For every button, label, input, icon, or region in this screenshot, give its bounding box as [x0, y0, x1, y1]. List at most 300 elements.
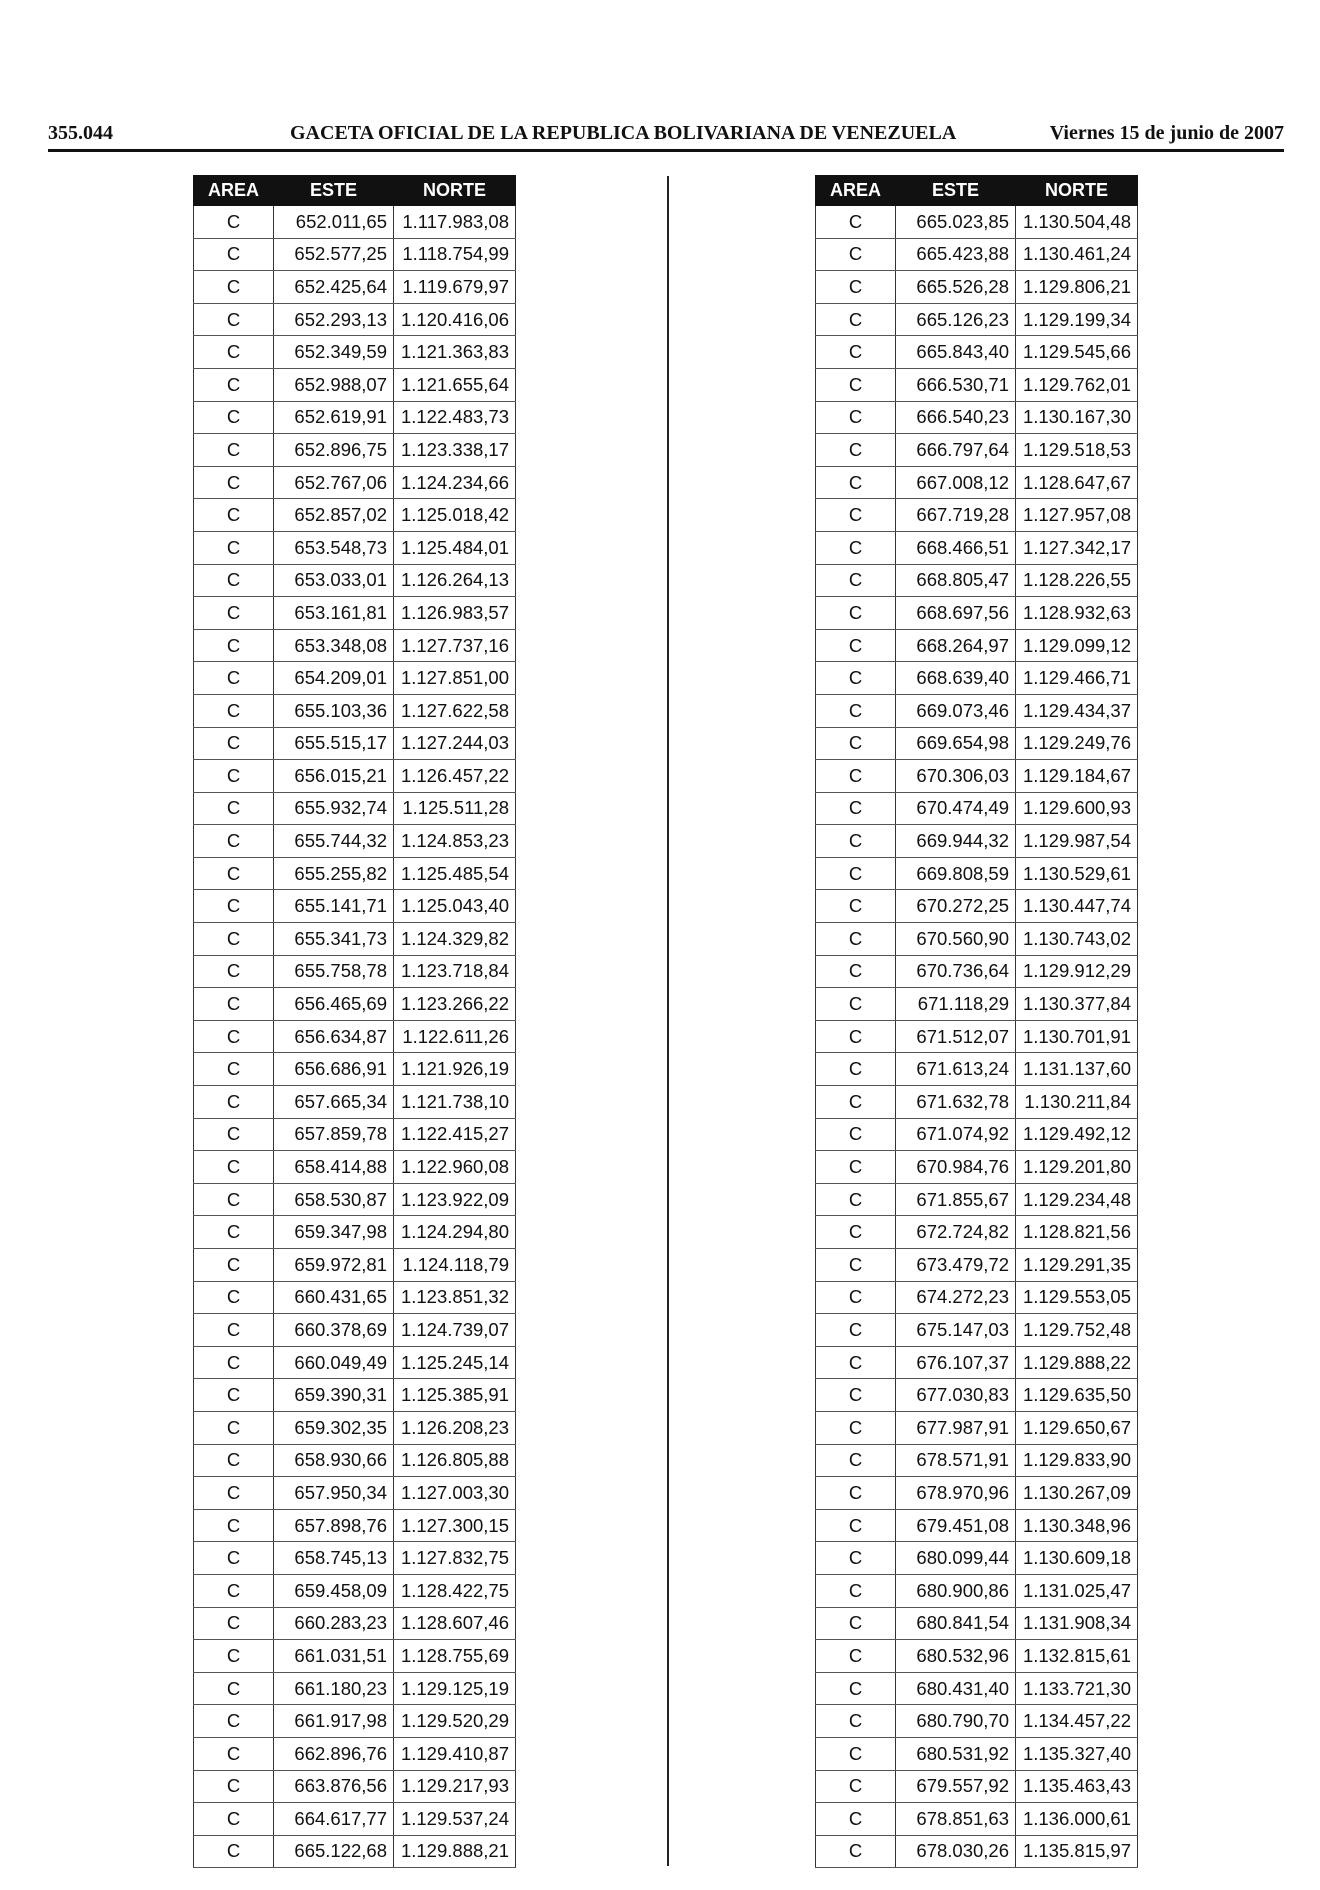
norte-cell: 1.124.739,07 [394, 1314, 516, 1347]
este-cell: 652.857,02 [274, 499, 394, 532]
area-cell: C [816, 597, 896, 630]
este-cell: 676.107,37 [896, 1346, 1016, 1379]
area-cell: C [816, 1118, 896, 1151]
table-header-row [816, 176, 1138, 206]
column-header-area: AREA [194, 176, 274, 206]
area-cell: C [816, 1509, 896, 1542]
table-row [816, 368, 1138, 401]
table-row [194, 368, 516, 401]
este-cell: 668.805,47 [896, 564, 1016, 597]
table-row [816, 955, 1138, 988]
norte-cell: 1.130.743,02 [1016, 923, 1138, 956]
area-cell: C [816, 1346, 896, 1379]
area-cell: C [816, 792, 896, 825]
table-row [194, 1411, 516, 1444]
este-cell: 652.293,13 [274, 303, 394, 336]
este-cell: 661.031,51 [274, 1640, 394, 1673]
norte-cell: 1.127.622,58 [394, 694, 516, 727]
header-rule [48, 149, 1284, 152]
este-cell: 652.619,91 [274, 401, 394, 434]
este-cell: 659.347,98 [274, 1216, 394, 1249]
norte-cell: 1.122.960,08 [394, 1151, 516, 1184]
este-cell: 662.896,76 [274, 1737, 394, 1770]
norte-cell: 1.129.553,05 [1016, 1281, 1138, 1314]
table-row [194, 662, 516, 695]
table-row [194, 988, 516, 1021]
norte-cell: 1.119.679,97 [394, 271, 516, 304]
este-cell: 674.272,23 [896, 1281, 1016, 1314]
norte-cell: 1.129.099,12 [1016, 629, 1138, 662]
norte-cell: 1.127.244,03 [394, 727, 516, 760]
norte-cell: 1.130.461,24 [1016, 238, 1138, 271]
norte-cell: 1.126.805,88 [394, 1444, 516, 1477]
table-row [194, 1281, 516, 1314]
area-cell: C [816, 629, 896, 662]
este-cell: 660.431,65 [274, 1281, 394, 1314]
area-cell: C [816, 1574, 896, 1607]
table-row [816, 1053, 1138, 1086]
area-cell: C [194, 206, 274, 239]
este-cell: 680.099,44 [896, 1542, 1016, 1575]
table-row [816, 727, 1138, 760]
table-row [194, 1314, 516, 1347]
table-row [194, 499, 516, 532]
norte-cell: 1.129.987,54 [1016, 825, 1138, 858]
table-row [816, 629, 1138, 662]
area-cell: C [816, 1281, 896, 1314]
norte-cell: 1.128.932,63 [1016, 597, 1138, 630]
este-cell: 669.944,32 [896, 825, 1016, 858]
page-number: 355.044 [48, 122, 113, 144]
area-cell: C [194, 1281, 274, 1314]
norte-cell: 1.127.300,15 [394, 1509, 516, 1542]
este-cell: 656.465,69 [274, 988, 394, 1021]
area-cell: C [816, 662, 896, 695]
este-cell: 671.613,24 [896, 1053, 1016, 1086]
norte-cell: 1.124.329,82 [394, 923, 516, 956]
table-row [816, 499, 1138, 532]
este-cell: 653.548,73 [274, 531, 394, 564]
area-cell: C [194, 1086, 274, 1119]
este-cell: 653.033,01 [274, 564, 394, 597]
area-cell: C [194, 564, 274, 597]
area-cell: C [194, 1770, 274, 1803]
table-row [194, 1020, 516, 1053]
area-cell: C [194, 368, 274, 401]
norte-cell: 1.128.226,55 [1016, 564, 1138, 597]
norte-cell: 1.123.922,09 [394, 1183, 516, 1216]
table-row [816, 1477, 1138, 1510]
este-cell: 672.724,82 [896, 1216, 1016, 1249]
norte-cell: 1.124.118,79 [394, 1249, 516, 1282]
norte-cell: 1.125.485,54 [394, 857, 516, 890]
este-cell: 680.841,54 [896, 1607, 1016, 1640]
table-row [816, 1020, 1138, 1053]
table-row [194, 1216, 516, 1249]
este-cell: 665.843,40 [896, 336, 1016, 369]
area-cell: C [194, 629, 274, 662]
table-row [194, 1770, 516, 1803]
norte-cell: 1.129.600,93 [1016, 792, 1138, 825]
column-header-norte: NORTE [1016, 176, 1138, 206]
table-row [194, 303, 516, 336]
norte-cell: 1.129.545,66 [1016, 336, 1138, 369]
area-cell: C [194, 434, 274, 467]
norte-cell: 1.129.201,80 [1016, 1151, 1138, 1184]
area-cell: C [194, 1314, 274, 1347]
norte-cell: 1.127.957,08 [1016, 499, 1138, 532]
area-cell: C [194, 238, 274, 271]
table-row [194, 1379, 516, 1412]
table-row [194, 1444, 516, 1477]
table-row [194, 1574, 516, 1607]
este-cell: 652.988,07 [274, 368, 394, 401]
este-cell: 655.103,36 [274, 694, 394, 727]
area-cell: C [816, 727, 896, 760]
este-cell: 657.950,34 [274, 1477, 394, 1510]
este-cell: 665.126,23 [896, 303, 1016, 336]
norte-cell: 1.129.912,29 [1016, 955, 1138, 988]
table-row [816, 1574, 1138, 1607]
este-cell: 653.348,08 [274, 629, 394, 662]
table-row [816, 531, 1138, 564]
norte-cell: 1.128.422,75 [394, 1574, 516, 1607]
este-cell: 670.272,25 [896, 890, 1016, 923]
table-row [194, 531, 516, 564]
area-cell: C [194, 303, 274, 336]
norte-cell: 1.123.338,17 [394, 434, 516, 467]
norte-cell: 1.129.466,71 [1016, 662, 1138, 695]
table-row [194, 1672, 516, 1705]
area-cell: C [194, 271, 274, 304]
area-cell: C [816, 1672, 896, 1705]
norte-cell: 1.124.294,80 [394, 1216, 516, 1249]
norte-cell: 1.124.853,23 [394, 825, 516, 858]
table-row [816, 336, 1138, 369]
este-cell: 671.632,78 [896, 1086, 1016, 1119]
table-row [194, 238, 516, 271]
area-cell: C [194, 1444, 274, 1477]
norte-cell: 1.121.655,64 [394, 368, 516, 401]
norte-cell: 1.129.199,34 [1016, 303, 1138, 336]
norte-cell: 1.129.537,24 [394, 1803, 516, 1836]
table-row [194, 1151, 516, 1184]
area-cell: C [816, 531, 896, 564]
norte-cell: 1.126.264,13 [394, 564, 516, 597]
area-cell: C [194, 1607, 274, 1640]
norte-cell: 1.130.211,84 [1016, 1086, 1138, 1119]
este-cell: 661.180,23 [274, 1672, 394, 1705]
table-row [194, 564, 516, 597]
column-header-area: AREA [816, 176, 896, 206]
table-row [816, 792, 1138, 825]
table-row [194, 857, 516, 890]
este-cell: 678.970,96 [896, 1477, 1016, 1510]
este-cell: 669.654,98 [896, 727, 1016, 760]
este-cell: 665.423,88 [896, 238, 1016, 271]
area-cell: C [816, 271, 896, 304]
table-row [816, 1640, 1138, 1673]
table-row [194, 760, 516, 793]
este-cell: 666.540,23 [896, 401, 1016, 434]
area-cell: C [194, 1249, 274, 1282]
norte-cell: 1.127.851,00 [394, 662, 516, 695]
column-header-este: ESTE [274, 176, 394, 206]
table-row [816, 1444, 1138, 1477]
norte-cell: 1.129.635,50 [1016, 1379, 1138, 1412]
table-row [194, 271, 516, 304]
table-row [194, 206, 516, 239]
area-cell: C [194, 1737, 274, 1770]
este-cell: 655.341,73 [274, 923, 394, 956]
area-cell: C [816, 988, 896, 1021]
este-cell: 666.797,64 [896, 434, 1016, 467]
table-row [194, 401, 516, 434]
norte-cell: 1.123.851,32 [394, 1281, 516, 1314]
table-row [816, 694, 1138, 727]
norte-cell: 1.132.815,61 [1016, 1640, 1138, 1673]
table-row [194, 890, 516, 923]
este-cell: 671.118,29 [896, 988, 1016, 1021]
table-row [194, 1346, 516, 1379]
este-cell: 668.466,51 [896, 531, 1016, 564]
table-row [816, 271, 1138, 304]
norte-cell: 1.127.737,16 [394, 629, 516, 662]
area-cell: C [194, 694, 274, 727]
area-cell: C [194, 597, 274, 630]
este-cell: 677.987,91 [896, 1411, 1016, 1444]
norte-cell: 1.134.457,22 [1016, 1705, 1138, 1738]
norte-cell: 1.135.327,40 [1016, 1737, 1138, 1770]
este-cell: 655.141,71 [274, 890, 394, 923]
norte-cell: 1.130.529,61 [1016, 857, 1138, 890]
table-row [816, 1607, 1138, 1640]
norte-cell: 1.127.832,75 [394, 1542, 516, 1575]
este-cell: 654.209,01 [274, 662, 394, 695]
area-cell: C [194, 1672, 274, 1705]
area-cell: C [194, 890, 274, 923]
table-row [816, 988, 1138, 1021]
table-row [194, 1737, 516, 1770]
area-cell: C [194, 499, 274, 532]
norte-cell: 1.123.718,84 [394, 955, 516, 988]
table-row [816, 401, 1138, 434]
table-row [816, 1346, 1138, 1379]
table-header-row [194, 176, 516, 206]
table-row [816, 662, 1138, 695]
area-cell: C [194, 336, 274, 369]
table-row [194, 1183, 516, 1216]
norte-cell: 1.130.348,96 [1016, 1509, 1138, 1542]
este-cell: 675.147,03 [896, 1314, 1016, 1347]
issue-date: Viernes 15 de junio de 2007 [1049, 122, 1284, 144]
area-cell: C [194, 1411, 274, 1444]
area-cell: C [194, 988, 274, 1021]
norte-cell: 1.127.342,17 [1016, 531, 1138, 564]
area-cell: C [816, 1183, 896, 1216]
este-cell: 658.930,66 [274, 1444, 394, 1477]
table-row [194, 434, 516, 467]
area-cell: C [816, 1477, 896, 1510]
norte-cell: 1.135.463,43 [1016, 1770, 1138, 1803]
area-cell: C [194, 1118, 274, 1151]
area-cell: C [816, 955, 896, 988]
este-cell: 670.984,76 [896, 1151, 1016, 1184]
area-cell: C [194, 1183, 274, 1216]
este-cell: 657.898,76 [274, 1509, 394, 1542]
norte-cell: 1.129.650,67 [1016, 1411, 1138, 1444]
este-cell: 652.011,65 [274, 206, 394, 239]
este-cell: 680.431,40 [896, 1672, 1016, 1705]
area-cell: C [194, 825, 274, 858]
table-row [194, 1118, 516, 1151]
area-cell: C [816, 1151, 896, 1184]
norte-cell: 1.125.385,91 [394, 1379, 516, 1412]
norte-cell: 1.117.983,08 [394, 206, 516, 239]
area-cell: C [816, 1314, 896, 1347]
area-cell: C [816, 1020, 896, 1053]
area-cell: C [816, 206, 896, 239]
area-cell: C [816, 1411, 896, 1444]
area-cell: C [194, 1542, 274, 1575]
area-cell: C [816, 1607, 896, 1640]
este-cell: 665.526,28 [896, 271, 1016, 304]
norte-cell: 1.129.291,35 [1016, 1249, 1138, 1282]
area-cell: C [194, 760, 274, 793]
norte-cell: 1.130.377,84 [1016, 988, 1138, 1021]
table-row [816, 1281, 1138, 1314]
este-cell: 679.557,92 [896, 1770, 1016, 1803]
table-row [194, 792, 516, 825]
norte-cell: 1.121.363,83 [394, 336, 516, 369]
norte-cell: 1.126.457,22 [394, 760, 516, 793]
norte-cell: 1.120.416,06 [394, 303, 516, 336]
este-cell: 669.808,59 [896, 857, 1016, 890]
area-cell: C [194, 923, 274, 956]
area-cell: C [816, 760, 896, 793]
norte-cell: 1.118.754,99 [394, 238, 516, 271]
table-row [194, 466, 516, 499]
table-row [816, 597, 1138, 630]
table-row [194, 727, 516, 760]
este-cell: 660.283,23 [274, 1607, 394, 1640]
norte-cell: 1.125.511,28 [394, 792, 516, 825]
table-row [194, 1803, 516, 1836]
este-cell: 652.896,75 [274, 434, 394, 467]
area-cell: C [816, 1803, 896, 1836]
este-cell: 655.255,82 [274, 857, 394, 890]
norte-cell: 1.129.806,21 [1016, 271, 1138, 304]
area-cell: C [816, 857, 896, 890]
area-cell: C [816, 466, 896, 499]
area-cell: C [194, 1640, 274, 1673]
table-row [816, 564, 1138, 597]
norte-cell: 1.128.647,67 [1016, 466, 1138, 499]
table-row [194, 629, 516, 662]
area-cell: C [816, 434, 896, 467]
area-cell: C [194, 1477, 274, 1510]
este-cell: 670.474,49 [896, 792, 1016, 825]
area-cell: C [194, 1151, 274, 1184]
table-row [816, 1803, 1138, 1836]
norte-cell: 1.122.611,26 [394, 1020, 516, 1053]
table-row [194, 1607, 516, 1640]
table-row [816, 1705, 1138, 1738]
norte-cell: 1.130.167,30 [1016, 401, 1138, 434]
area-cell: C [816, 238, 896, 271]
este-cell: 671.512,07 [896, 1020, 1016, 1053]
area-cell: C [816, 890, 896, 923]
area-cell: C [816, 1249, 896, 1282]
norte-cell: 1.122.483,73 [394, 401, 516, 434]
norte-cell: 1.123.266,22 [394, 988, 516, 1021]
table-row [816, 1379, 1138, 1412]
este-cell: 659.390,31 [274, 1379, 394, 1412]
area-cell: C [194, 727, 274, 760]
table-row [194, 694, 516, 727]
este-cell: 678.571,91 [896, 1444, 1016, 1477]
este-cell: 655.758,78 [274, 955, 394, 988]
table-row [816, 890, 1138, 923]
area-cell: C [816, 825, 896, 858]
table-row [816, 1314, 1138, 1347]
area-cell: C [816, 1216, 896, 1249]
este-cell: 663.876,56 [274, 1770, 394, 1803]
este-cell: 670.736,64 [896, 955, 1016, 988]
table-row [194, 1086, 516, 1119]
norte-cell: 1.129.752,48 [1016, 1314, 1138, 1347]
table-row [816, 1151, 1138, 1184]
area-cell: C [194, 1803, 274, 1836]
este-cell: 668.697,56 [896, 597, 1016, 630]
norte-cell: 1.129.888,21 [394, 1835, 516, 1868]
este-cell: 658.745,13 [274, 1542, 394, 1575]
este-cell: 658.530,87 [274, 1183, 394, 1216]
este-cell: 668.264,97 [896, 629, 1016, 662]
este-cell: 653.161,81 [274, 597, 394, 630]
area-cell: C [816, 1737, 896, 1770]
este-cell: 657.859,78 [274, 1118, 394, 1151]
norte-cell: 1.135.815,97 [1016, 1835, 1138, 1868]
norte-cell: 1.129.888,22 [1016, 1346, 1138, 1379]
area-cell: C [194, 1020, 274, 1053]
norte-cell: 1.127.003,30 [394, 1477, 516, 1510]
norte-cell: 1.122.415,27 [394, 1118, 516, 1151]
table-row [194, 955, 516, 988]
area-cell: C [816, 923, 896, 956]
este-cell: 661.917,98 [274, 1705, 394, 1738]
table-row [194, 825, 516, 858]
table-row [816, 857, 1138, 890]
norte-cell: 1.129.762,01 [1016, 368, 1138, 401]
este-cell: 652.767,06 [274, 466, 394, 499]
area-cell: C [816, 1379, 896, 1412]
area-cell: C [816, 694, 896, 727]
este-cell: 652.577,25 [274, 238, 394, 271]
area-cell: C [194, 1216, 274, 1249]
este-cell: 670.560,90 [896, 923, 1016, 956]
column-divider [667, 176, 669, 1866]
norte-cell: 1.125.018,42 [394, 499, 516, 532]
table-row [816, 1411, 1138, 1444]
table-row [816, 1835, 1138, 1868]
este-cell: 671.855,67 [896, 1183, 1016, 1216]
area-cell: C [816, 336, 896, 369]
este-cell: 655.515,17 [274, 727, 394, 760]
este-cell: 659.458,09 [274, 1574, 394, 1607]
table-row [816, 1183, 1138, 1216]
table-row [816, 1509, 1138, 1542]
